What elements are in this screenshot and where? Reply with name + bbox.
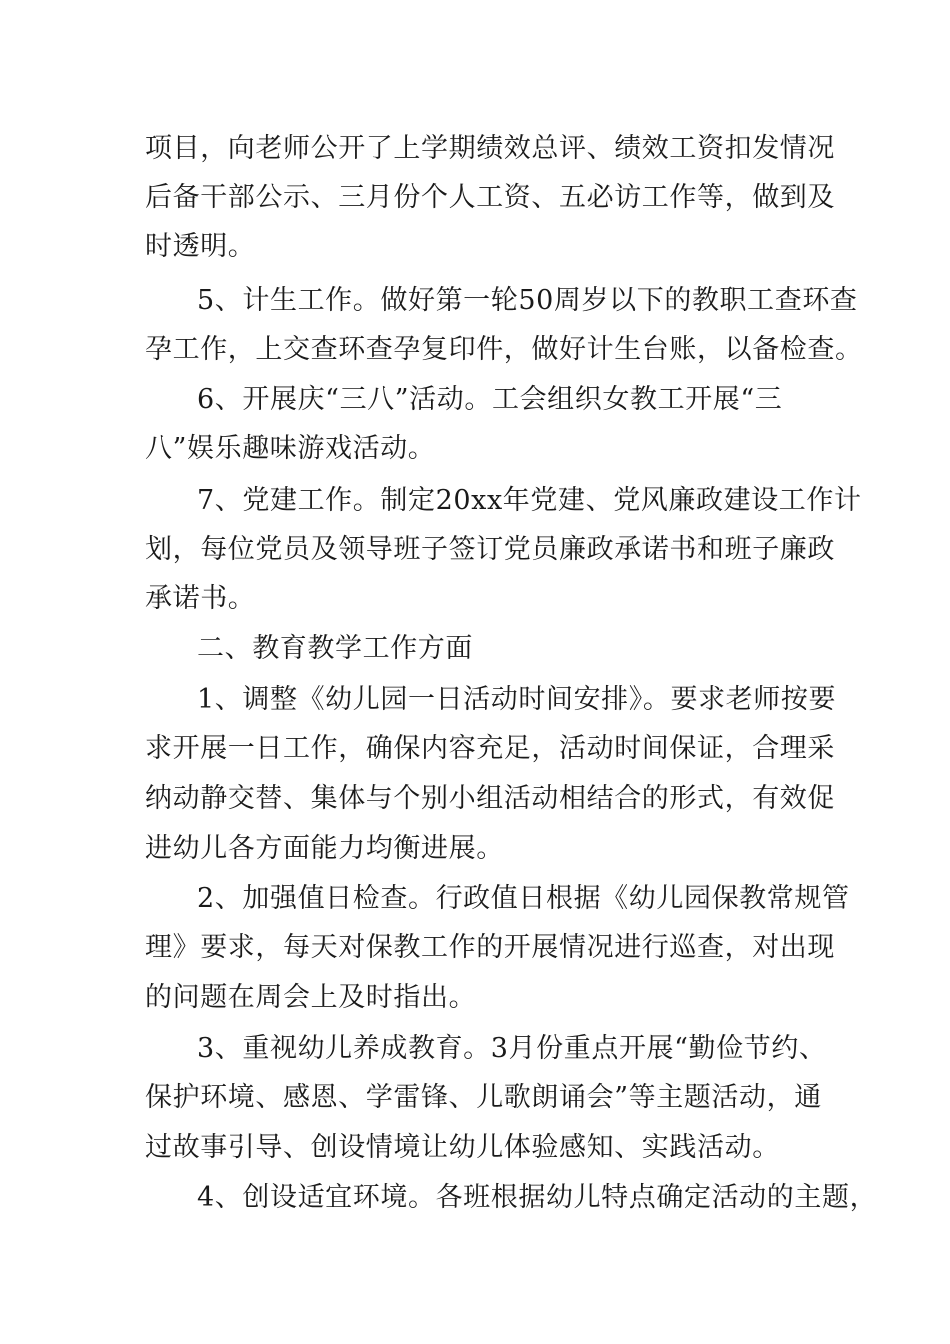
text-line: 1、调整《幼儿园一日活动时间安排》。要求老师按要: [197, 684, 837, 715]
text-line: 后备干部公示、三月份个人工资、五必访工作等，做到及: [145, 182, 835, 213]
text-line: 3、重视幼儿养成教育。3月份重点开展“勤俭节约、: [197, 1033, 827, 1064]
text-line: 6、开展庆“三八”活动。工会组织女教工开展“三: [197, 384, 783, 415]
text-line: 理》要求，每天对保教工作的开展情况进行巡查，对出现: [145, 932, 835, 963]
text-line: 划，每位党员及领导班子签订党员廉政承诺书和班子廉政: [145, 534, 835, 565]
text-line: 孕工作，上交查环查孕复印件，做好计生台账，以备检查。: [145, 334, 863, 365]
section-heading: 二、教育教学工作方面: [197, 633, 473, 664]
text-line: 5、计生工作。做好第一轮50周岁以下的教职工查环查: [197, 285, 858, 316]
text-line: 求开展一日工作，确保内容充足，活动时间保证，合理采: [145, 733, 835, 764]
text-line: 2、加强值日检查。行政值日根据《幼儿园保教常规管: [197, 883, 850, 914]
text-line: 保护环境、感恩、学雷锋、儿歌朗诵会”等主题活动，通: [145, 1082, 822, 1113]
text-line: 纳动静交替、集体与个别小组活动相结合的形式，有效促: [145, 783, 835, 814]
text-line: 八”娱乐趣味游戏活动。: [145, 433, 436, 464]
text-line: 项目，向老师公开了上学期绩效总评、绩效工资扣发情况: [145, 133, 835, 164]
text-line: 的问题在周会上及时指出。: [145, 982, 477, 1013]
text-line: 4、创设适宜环境。各班根据幼儿特点确定活动的主题，: [197, 1182, 878, 1213]
text-line: 过故事引导、创设情境让幼儿体验感知、实践活动。: [145, 1132, 780, 1163]
text-line: 时透明。: [145, 231, 256, 262]
text-line: 承诺书。: [145, 583, 256, 614]
text-line: 7、党建工作。制定20xx年党建、党风廉政建设工作计: [197, 485, 862, 516]
text-line: 进幼儿各方面能力均衡进展。: [145, 833, 504, 864]
